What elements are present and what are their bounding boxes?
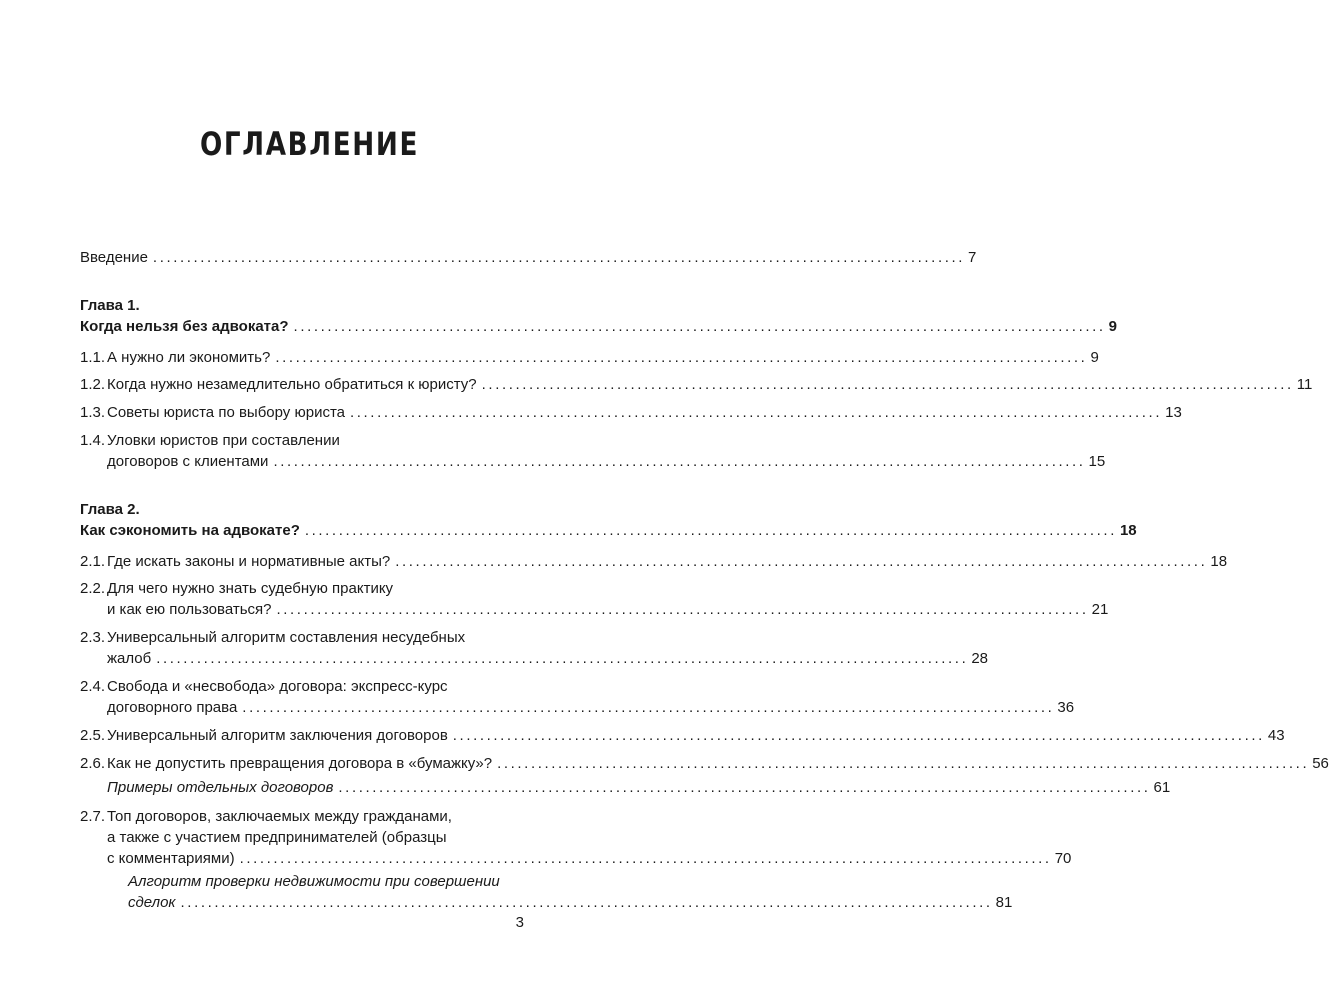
toc-entry-title-cont: с комментариями): [107, 850, 235, 867]
toc-entry-title: Когда нужно незамедлительно обратиться к юристу?: [107, 376, 477, 393]
toc-page-number: 11: [1296, 376, 1313, 393]
toc-page-number: 21: [1091, 601, 1109, 618]
section-number: 1.2.: [80, 376, 106, 393]
toc-entry-1-1[interactable]: [80, 347, 1099, 368]
dot-leader: ........................................................................................................................: [180, 894, 993, 911]
section-number: 1.4.: [80, 432, 106, 449]
toc-page-number: 81: [995, 894, 1013, 911]
chapter-2-heading: Глава 2.: [80, 501, 140, 518]
toc-page-number: 9: [1108, 318, 1117, 335]
toc-entry-2-3[interactable]: [80, 627, 989, 669]
dot-leader: ........................................................................................................................: [395, 553, 1208, 570]
toc-entry-title: Алгоритм проверки недвижимости при совершении: [128, 873, 500, 890]
dot-leader: ........................................................................................................................: [152, 249, 966, 266]
toc-entry-1-3[interactable]: [80, 402, 1182, 423]
page-number: 3: [515, 914, 524, 931]
toc-entry-title: Советы юриста по выбору юриста: [107, 404, 345, 421]
toc-entry-2-6[interactable]: [80, 753, 1329, 774]
toc-page-number: 36: [1057, 699, 1075, 716]
dot-leader: ........................................................................................................................: [304, 522, 1117, 539]
toc-entry-title: Уловки юристов при составлении: [107, 432, 340, 449]
section-number: 2.3.: [80, 629, 106, 646]
toc-entry-title: А нужно ли экономить?: [107, 349, 271, 366]
toc-page-number: 7: [968, 249, 977, 266]
toc-entry-title-cont: жалоб: [107, 650, 152, 667]
toc-entry-chapter-2[interactable]: [80, 520, 1137, 541]
section-number: 2.6.: [80, 755, 106, 772]
toc-page-number: 70: [1054, 850, 1072, 867]
dot-leader: ........................................................................................................................: [275, 349, 1088, 366]
dot-leader: ........................................................................................................................: [481, 376, 1294, 393]
toc-entry-1-4[interactable]: [80, 430, 1106, 472]
section-number: 2.5.: [80, 727, 106, 744]
toc-entry-2-1[interactable]: [80, 551, 1228, 572]
dot-leader: ........................................................................................................................: [239, 850, 1052, 867]
toc-entry-2-4[interactable]: [80, 676, 1075, 718]
dot-leader: ........................................................................................................................: [350, 404, 1163, 421]
toc-entry-title: Универсальный алгоритм заключения договоров: [107, 727, 448, 744]
section-number: 1.3.: [80, 404, 106, 421]
page-title: ОГЛАВЛЕНИЕ: [199, 125, 420, 163]
toc-entry-title-cont: договоров с клиентами: [107, 453, 269, 470]
section-number: 1.1.: [80, 349, 106, 366]
toc-page-number: 43: [1267, 727, 1285, 744]
toc-page-number: 9: [1090, 349, 1099, 366]
toc-entry-intro[interactable]: [80, 247, 977, 268]
toc-entry-title: Когда нельзя без адвоката?: [80, 318, 289, 335]
dot-leader: ........................................................................................................................: [156, 650, 969, 667]
section-number: 2.7.: [80, 808, 106, 825]
dot-leader: ........................................................................................................................: [273, 453, 1086, 470]
toc-entry-2-2[interactable]: [80, 578, 1109, 620]
dot-leader: ........................................................................................................................: [276, 601, 1089, 618]
toc-entry-2-7[interactable]: [80, 806, 1072, 869]
toc-entry-title: Топ договоров, заключаемых между гражданами,: [107, 808, 452, 825]
toc-entry-title: Для чего нужно знать судебную практику: [107, 580, 394, 597]
toc-entry-title: Свобода и «несвобода» договора: экспресс-курс: [107, 678, 448, 695]
dot-leader: ........................................................................................................................: [338, 779, 1151, 796]
toc-entry-title-cont: сделок: [128, 894, 176, 911]
dot-leader: ........................................................................................................................: [497, 755, 1310, 772]
toc-page-number: 61: [1153, 779, 1171, 796]
toc-entry-title-cont: договорного права: [107, 699, 238, 716]
toc-entry-2-6-sub[interactable]: [80, 777, 1171, 798]
dot-leader: ........................................................................................................................: [452, 727, 1265, 744]
toc-entry-title-cont: и как ею пользоваться?: [107, 601, 272, 618]
toc-entry-chapter-1[interactable]: [80, 316, 1117, 337]
toc-page-number: 28: [971, 650, 989, 667]
toc-page-number: 18: [1119, 522, 1137, 539]
toc-page-number: 15: [1088, 453, 1106, 470]
section-number: 2.4.: [80, 678, 106, 695]
toc-page-number: 18: [1210, 553, 1228, 570]
toc-entry-title: Где искать законы и нормативные акты?: [107, 553, 391, 570]
toc-entry-title: Примеры отдельных договоров: [107, 779, 334, 796]
toc-entry-title: Введение: [80, 249, 148, 266]
dot-leader: ........................................................................................................................: [242, 699, 1055, 716]
section-number: 2.2.: [80, 580, 106, 597]
toc-entry-2-7-sub[interactable]: [80, 871, 1013, 913]
toc-entry-title: Как сэкономить на адвокате?: [80, 522, 300, 539]
table-of-contents: [80, 247, 1329, 913]
toc-entry-2-5[interactable]: [80, 725, 1285, 746]
toc-entry-title-cont: а также с участием предпринимателей (образцы: [107, 829, 447, 846]
toc-entry-1-2[interactable]: [80, 374, 1313, 395]
toc-page-number: 56: [1312, 755, 1329, 772]
section-number: 2.1.: [80, 553, 106, 570]
toc-entry-title: Как не допустить превращения договора в «бумажку»?: [107, 755, 493, 772]
toc-entry-title: Универсальный алгоритм составления несудебных: [107, 629, 466, 646]
toc-page-number: 13: [1165, 404, 1182, 421]
chapter-1-heading: Глава 1.: [80, 297, 140, 314]
dot-leader: ........................................................................................................................: [293, 318, 1106, 335]
